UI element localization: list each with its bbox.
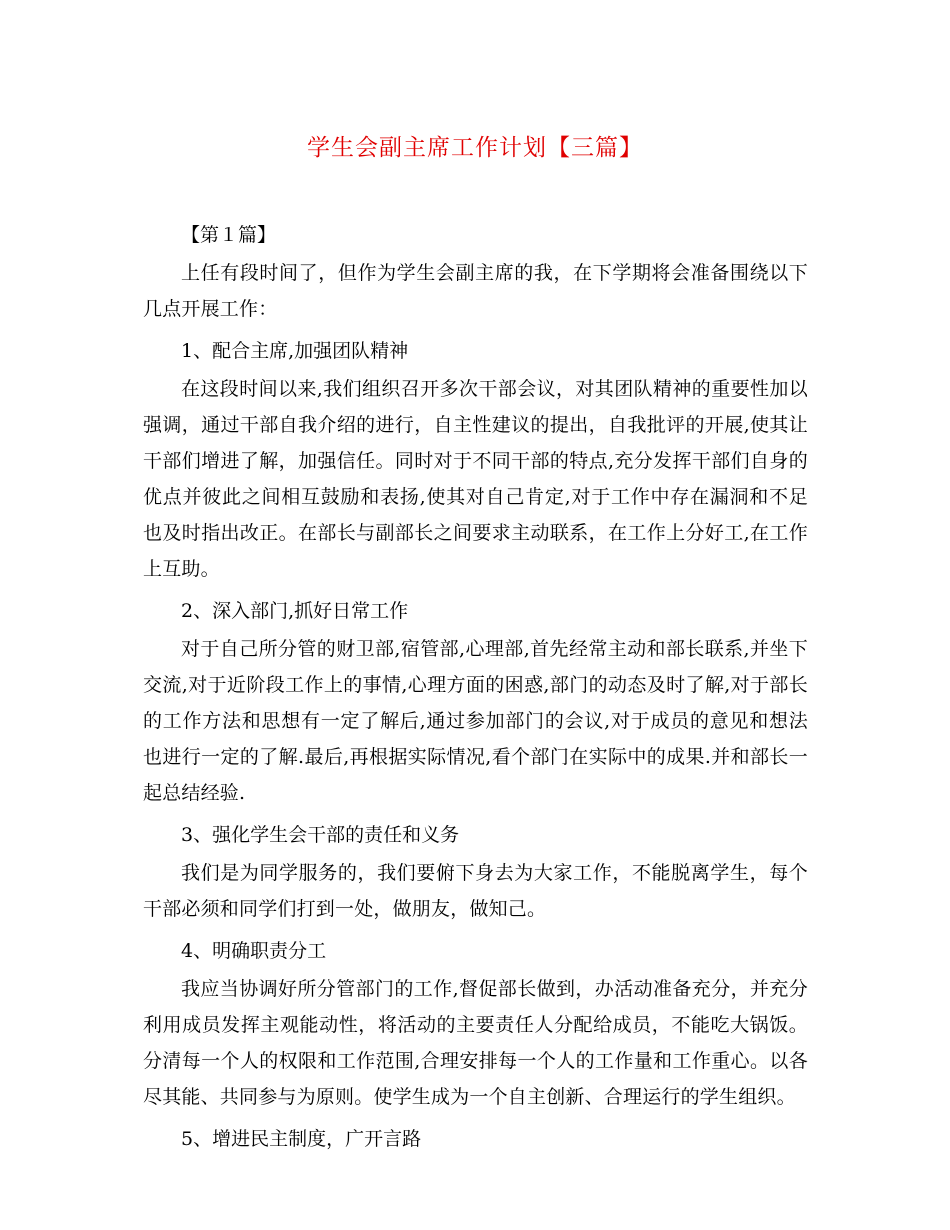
section-paragraph-3: 我们是为同学服务的，我们要俯下身去为大家工作，不能脱离学生，每个干部必须和同学们打到一处，做朋友，做知己。 <box>143 862 808 920</box>
section-paragraph-4: 我应当协调好所分管部门的工作,督促部长做到，办活动准备充分，并充分利用成员发挥主观能动性，将活动的主要责任人分配给成员，不能吃大锅饭。分清每一个人的权限和工作范围,合理安排每一个人的工作量和工作重心。以各尽其能、共同参与为原则。使学生成为一个自主创新、合理运行的学生组织。 <box>143 978 808 1108</box>
intro-paragraph: 上任有段时间了，但作为学生会副主席的我，在下学期将会准备围绕以下几点开展工作： <box>143 262 808 320</box>
section-heading-3: 3、强化学生会干部的责任和义务 <box>181 824 460 846</box>
document-title: 学生会副主席工作计划【三篇】 <box>307 135 643 161</box>
section-paragraph-1: 在这段时间以来,我们组织召开多次干部会议，对其团队精神的重要性加以强调，通过干部自我介绍的进行，自主性建议的提出，自我批评的开展,使其让干部们增进了解，加强信任。同时对于不同干部的特点,充分发挥干部们自身的优点并彼此之间相互鼓励和表扬,使其对自己肯定,对于工作中存在漏洞和不足也及时指出改正。在部长与副部长之间要求主动联系，在工作上分好工,在工作上互助。 <box>143 378 808 580</box>
document-body <box>143 215 808 1159</box>
section-heading-5: 5、增进民主制度，广开言路 <box>181 1128 422 1150</box>
section-paragraph-2: 对于自己所分管的财卫部,宿管部,心理部,首先经常主动和部长联系,并坐下交流,对于近阶段工作上的事情,心理方面的困惑,部门的动态及时了解,对于部长的工作方法和思想有一定了解后,通过参加部门的会议,对于成员的意见和想法也进行一定的了解.最后,再根据实际情况,看个部门在实际中的成果.并和部长一起总结经验. <box>143 638 808 804</box>
part-label: 【第１篇】 <box>181 224 277 246</box>
section-heading-1: 1、配合主席,加强团队精神 <box>181 340 409 362</box>
section-heading-2: 2、深入部门,抓好日常工作 <box>181 600 409 622</box>
section-heading-4: 4、明确职责分工 <box>181 940 327 962</box>
